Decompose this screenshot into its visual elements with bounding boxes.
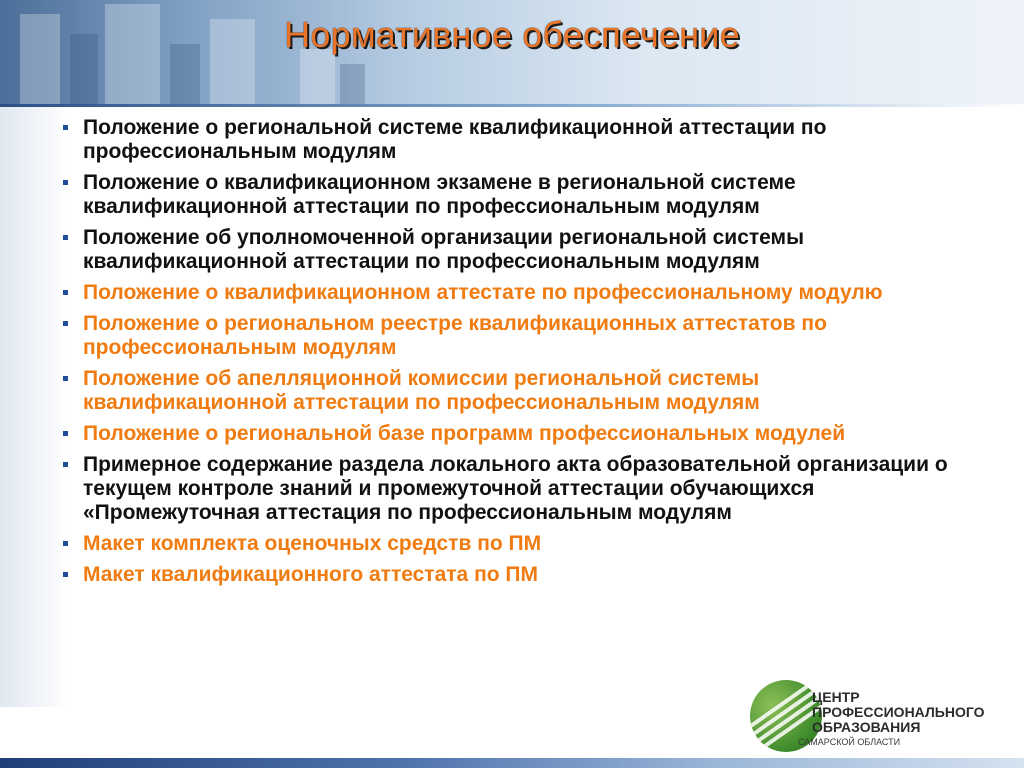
list-item — [60, 532, 960, 556]
bullet-icon — [63, 180, 68, 185]
bullet-icon — [63, 541, 68, 546]
logo-line-3: ОБРАЗОВАНИЯ — [812, 719, 921, 735]
list-item — [60, 563, 960, 587]
bullet-icon — [63, 321, 68, 326]
list-item-text: Положение об апелляционной комиссии региональной системы квалификационной аттестации по профессиональным модулям — [83, 367, 760, 414]
list-item — [60, 312, 960, 360]
list-item — [60, 367, 960, 415]
list-item — [60, 453, 960, 525]
list-item-text: Положение о региональной системе квалификационной аттестации по профессиональным модулям — [83, 116, 827, 163]
list-item-text: Макет комплекта оценочных средств по ПМ — [83, 532, 542, 555]
list-item-text: Положение о квалификационном экзамене в региональной системе квалификационной аттестации по профессиональным модулям — [83, 171, 796, 218]
document-list — [60, 116, 960, 594]
logo-line-2: ПРОФЕССИОНАЛЬНОГО — [812, 704, 985, 720]
list-item-text: Примерное содержание раздела локального акта образовательной организации о текущем контроле знаний и промежуточной аттестации обучающихся «Промежуточная аттестация по профессиональным модулям — [83, 453, 948, 524]
list-item — [60, 422, 960, 446]
organization-logo — [750, 676, 1020, 756]
logo-line-1: ЦЕНТР — [812, 689, 860, 705]
bullet-icon — [63, 290, 68, 295]
list-item-text: Положение об уполномоченной организации региональной системы квалификационной аттестации по профессиональным модулям — [83, 226, 805, 273]
list-item — [60, 226, 960, 274]
list-item — [60, 171, 960, 219]
bullet-icon — [63, 376, 68, 381]
bullet-icon — [63, 125, 68, 130]
bullet-icon — [63, 572, 68, 577]
slide-title: Нормативное обеспечение — [284, 14, 740, 55]
list-item-text: Положение о квалификационном аттестате по профессиональному модулю — [83, 281, 883, 304]
list-item-text: Положение о региональном реестре квалификационных аттестатов по профессиональным модулям — [83, 312, 827, 359]
list-item — [60, 116, 960, 164]
bullet-icon — [63, 462, 68, 467]
logo-subtitle: САМАРСКОЙ ОБЛАСТИ — [798, 737, 901, 747]
list-item-text: Положение о региональной базе программ профессиональных модулей — [83, 422, 846, 445]
list-item — [60, 281, 960, 305]
bullet-icon — [63, 235, 68, 240]
list-item-text: Макет квалификационного аттестата по ПМ — [83, 563, 539, 586]
footer-bar — [0, 758, 1024, 768]
bullet-icon — [63, 431, 68, 436]
header-divider — [0, 104, 1024, 107]
